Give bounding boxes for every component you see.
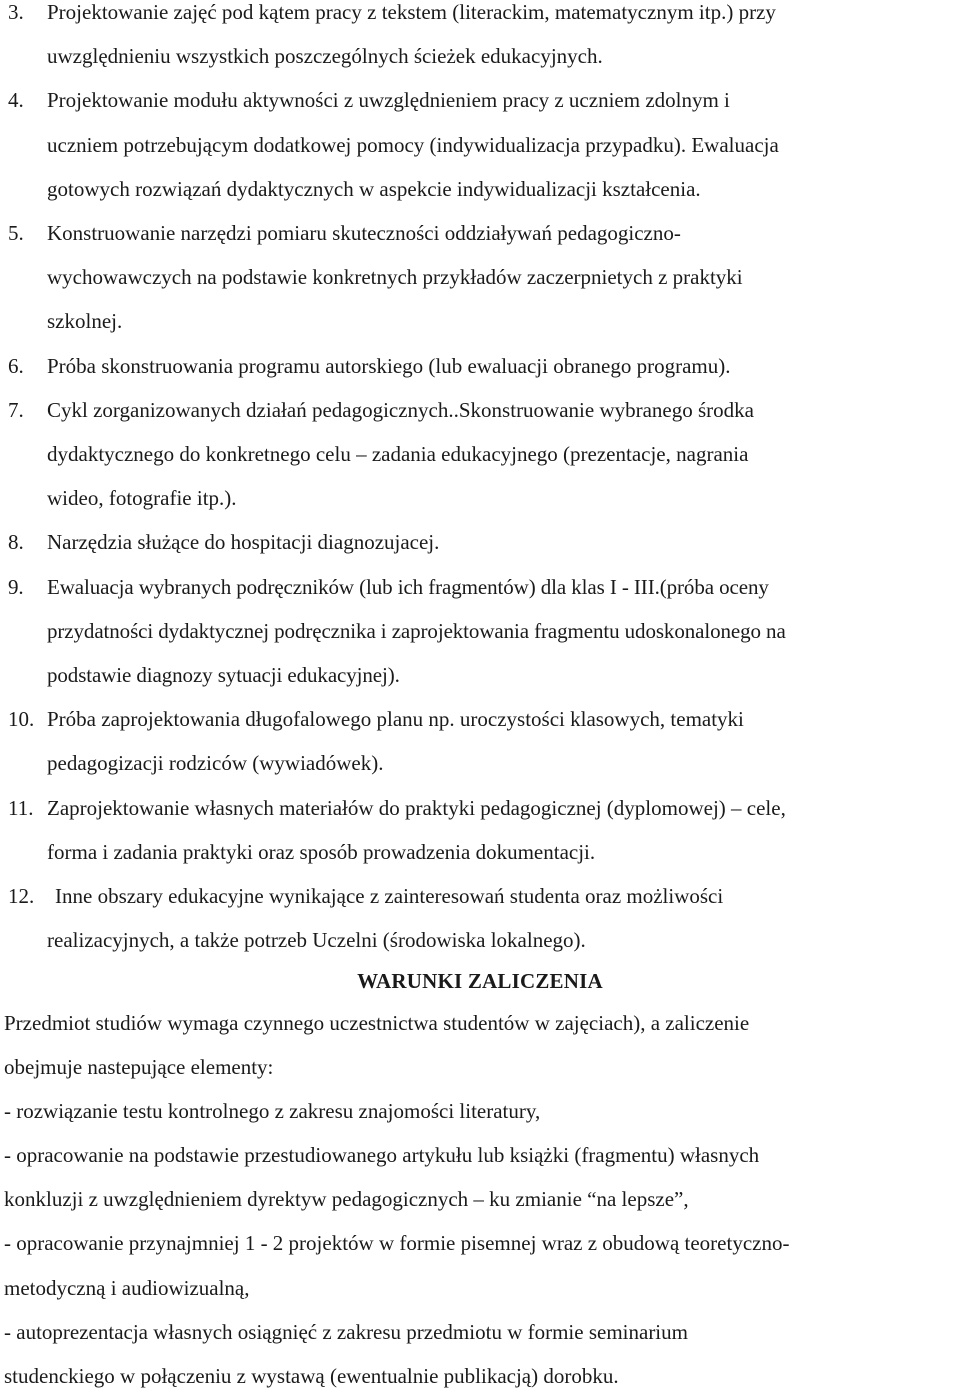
list-item-line: Ewaluacja wybranych podręczników (lub ich fragmentów) dla klas I - III.(próba oceny <box>47 574 769 599</box>
list-item-10 <box>0 697 960 785</box>
list-number: 7. <box>8 397 24 422</box>
list-item-line: szkolnej. <box>47 309 123 334</box>
list-item-line: Projektowanie modułu aktywności z uwzględnieniem pracy z uczniem zdolnym i <box>47 88 730 113</box>
conditions-bullet-continuation: metodyczną i audiowizualną, <box>4 1275 250 1300</box>
list-item-9 <box>0 565 960 698</box>
conditions-bullet: - autoprezentacja własnych osiągnięć z zakresu przedmiotu w formie seminarium <box>4 1319 688 1344</box>
conditions-bullet-continuation: konkluzji z uwzględnieniem dyrektyw pedagogicznych – ku zmianie “na lepsze”, <box>4 1187 689 1212</box>
conditions-paragraph-line: Przedmiot studiów wymaga czynnego uczestnictwa studentów w zajęciach), a zaliczenie <box>4 1011 750 1035</box>
list-number: 6. <box>8 353 24 378</box>
list-item-3 <box>0 0 960 78</box>
list-number: 9. <box>8 574 24 599</box>
conditions-bullet: - opracowanie na podstawie przestudiowanego artykułu lub książki (fragmentu) własnych <box>4 1143 760 1168</box>
list-item-8 <box>0 520 960 564</box>
list-item-line: Cykl zorganizowanych działań pedagogicznych..Skonstruowanie wybranego środka <box>47 397 754 422</box>
list-number: 5. <box>8 221 24 246</box>
list-number: 12. <box>8 884 35 909</box>
list-number: 3. <box>8 0 24 24</box>
list-item-line: Próba skonstruowania programu autorskiego (lub ewaluacji obranego programu). <box>47 353 731 378</box>
list-item-line: realizacyjnych, a także potrzeb Uczelni (środowiska lokalnego). <box>47 928 586 953</box>
list-item-line: Próba zaprojektowania długofalowego planu np. uroczystości klasowych, tematyki <box>47 707 744 732</box>
list-item-5 <box>0 211 960 344</box>
list-number: 10. <box>8 707 35 732</box>
list-number: 8. <box>8 530 24 555</box>
conditions-bullet: - opracowanie przynajmniej 1 - 2 projektów w formie pisemnej wraz z obudową teoretyczno- <box>4 1231 790 1256</box>
list-item-line: Inne obszary edukacyjne wynikające z zainteresowań studenta oraz możliwości <box>55 884 724 909</box>
list-item-line: forma i zadania praktyki oraz sposób prowadzenia dokumentacji. <box>47 839 596 864</box>
list-item-line: pedagogizacji rodziców (wywiadówek). <box>47 751 384 776</box>
list-item-line: uwzględnieniu wszystkich poszczególnych ścieżek edukacyjnych. <box>47 44 603 69</box>
list-item-line: przydatności dydaktycznej podręcznika i zaprojektowania fragmentu udoskonalonego na <box>47 618 786 643</box>
conditions-bullet-continuation: studenckiego w połączeniu z wystawą (ewentualnie publikacją) dorobku. <box>4 1363 619 1388</box>
list-item-12 <box>0 874 960 962</box>
list-item-line: dydaktycznego do konkretnego celu – zadania edukacyjnego (prezentacje, nagrania <box>47 442 749 467</box>
list-item-line: wychowawczych na podstawie konkretnych przykładów zaczerpnietych z praktyki <box>47 265 743 290</box>
list-item-line: Zaprojektowanie własnych materiałów do praktyki pedagogicznej (dyplomowej) – cele, <box>47 795 786 820</box>
list-item-4 <box>0 78 960 211</box>
list-item-line: wideo, fotografie itp.). <box>47 486 237 511</box>
list-item-7 <box>0 388 960 521</box>
list-item-line: Narzędzia służące do hospitacji diagnozujacej. <box>47 530 440 555</box>
list-item-line: Konstruowanie narzędzi pomiaru skuteczności oddziaływań pedagogiczno- <box>47 221 681 246</box>
list-item-line: uczniem potrzebującym dodatkowej pomocy (indywidualizacja przypadku). Ewaluacja <box>47 132 779 157</box>
list-item-line: Projektowanie zajęć pod kątem pracy z tekstem (literackim, matematycznym itp.) przy <box>47 0 776 24</box>
conditions-bullet: - rozwiązanie testu kontrolnego z zakresu znajomości literatury, <box>4 1099 541 1124</box>
list-item-11 <box>0 786 960 874</box>
conditions-paragraph-line: obejmuje nastepujące elementy: <box>4 1055 274 1080</box>
list-number: 4. <box>8 88 24 113</box>
list-number: 11. <box>8 795 34 820</box>
list-item-line: podstawie diagnozy sytuacji edukacyjnej). <box>47 663 400 688</box>
section-heading: WARUNKI ZALICZENIA <box>357 969 603 993</box>
list-item-6 <box>0 344 960 388</box>
conditions-section <box>4 1001 960 1398</box>
list-item-line: gotowych rozwiązań dydaktycznych w aspekcie indywidualizacji kształcenia. <box>47 176 701 201</box>
